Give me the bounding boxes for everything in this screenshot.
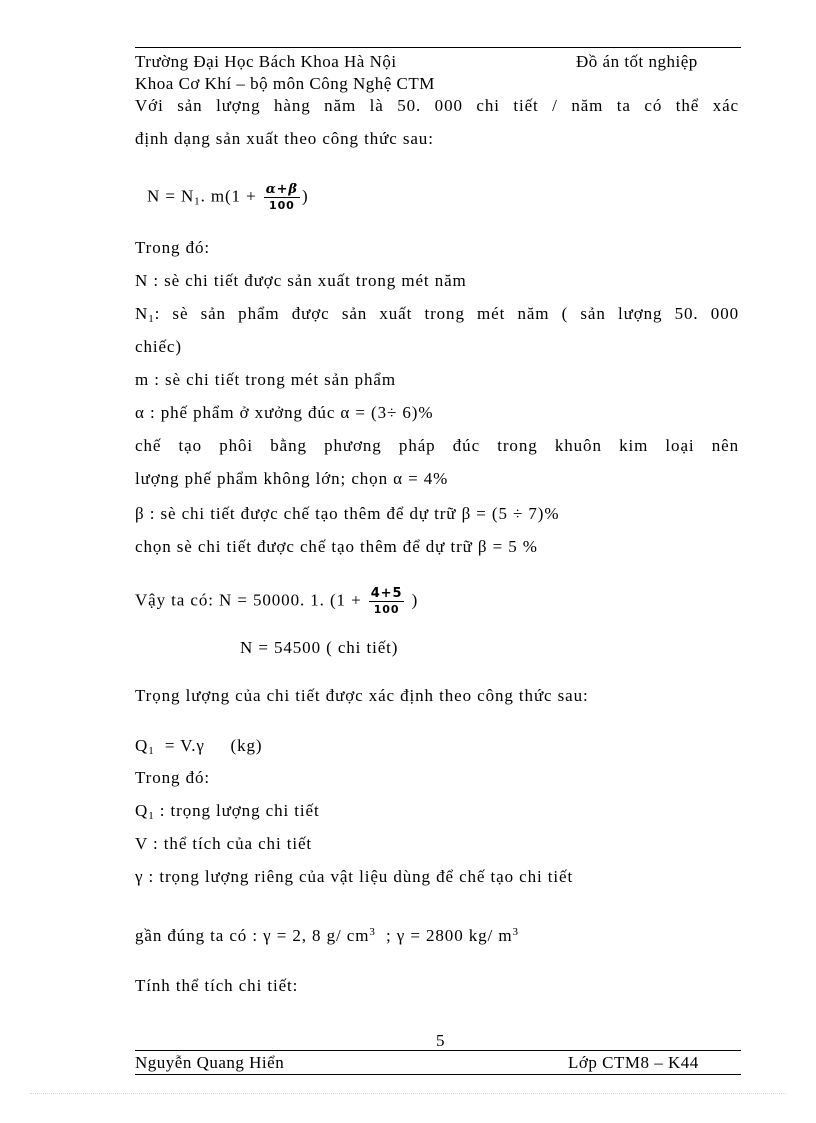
- footer-class: Lớp CTM8 – K44: [568, 1053, 699, 1072]
- formula-fraction: $\frac{\alpha+\beta}{100}$: [265, 182, 298, 212]
- page-number: 5: [436, 1031, 445, 1050]
- footer-top-rule: [135, 1050, 741, 1051]
- footer-bottom-rule: [135, 1074, 741, 1075]
- def-V: V : thể tích của chi tiết: [135, 834, 313, 853]
- formula-weight: $Q_1 = V.\gamma$ (kg): [135, 736, 263, 757]
- header-faculty: Khoa Cơ Khí – bộ môn Công Nghệ CTM: [135, 74, 435, 93]
- def-gamma: γ : trọng lượng riêng của vật liệu dùng để chế tạo chi tiết: [135, 867, 574, 886]
- intro-line-1: Với sản lượng hàng năm là 50. 000 chi tiết / năm ta có thể xác: [135, 96, 739, 115]
- header-doc-type: Đồ án tốt nghiệp: [576, 52, 698, 71]
- approx-density: gần đúng ta có : γ = 2, 8 g/ $cm^3$ ; γ = 2800 kg/ $m^3$: [135, 926, 519, 945]
- casting-line-1: chế tạo phôi bằng phương pháp đúc trong khuôn kim loại nên: [135, 436, 739, 455]
- intro-line-2: định dạng sản xuất theo công thức sau:: [135, 129, 434, 148]
- weight-intro: Trọng lượng của chi tiết được xác định theo công thức sau:: [135, 686, 589, 705]
- casting-line-2: lượng phế phẩm không lớn; chọn α = 4%: [135, 469, 449, 488]
- def-Q1: $Q_1$ : trọng lượng chi tiết: [135, 801, 320, 822]
- where-label-2: Trong đó:: [135, 768, 211, 787]
- footer-author: Nguyễn Quang Hiển: [135, 1053, 285, 1072]
- result-value: N = 54500 ( chi tiết): [240, 638, 399, 657]
- def-m: m : sè chi tiết trong mét sản phẩm: [135, 370, 396, 389]
- volume-heading: Tính thể tích chi tiết:: [135, 976, 299, 995]
- header-university: Trường Đại Học Bách Khoa Hà Nội: [135, 52, 397, 71]
- choose-beta: chọn sè chi tiết được chế tạo thêm để dự trữ β = 5 %: [135, 537, 538, 556]
- formula-result: Vậy ta có: N = 50000. 1. (1 + $\frac{4+5}{100}$ ): [135, 586, 419, 616]
- formula-production: $N = N_1$. m(1 + $\frac{\alpha+\beta}{100}$ ): [147, 182, 309, 212]
- where-label-1: Trong đó:: [135, 238, 211, 257]
- def-N: N : sè chi tiết được sản xuất trong mét năm: [135, 271, 467, 290]
- page-bottom-dotted-line: [30, 1093, 786, 1094]
- def-alpha: α : phế phẩm ở xưởng đúc α = (3÷ 6)%: [135, 403, 434, 422]
- def-beta: β : sè chi tiết được chế tạo thêm để dự trữ β = (5 ÷ 7)%: [135, 504, 560, 523]
- def-N1-cont: chiếc): [135, 337, 182, 356]
- def-N1: $N_1$: sè sản phẩm được sản xuất trong mét năm ( sản lượng 50. 000: [135, 304, 739, 325]
- result-fraction: $\frac{4+5}{100}$: [370, 586, 403, 616]
- header-top-rule: [135, 47, 741, 48]
